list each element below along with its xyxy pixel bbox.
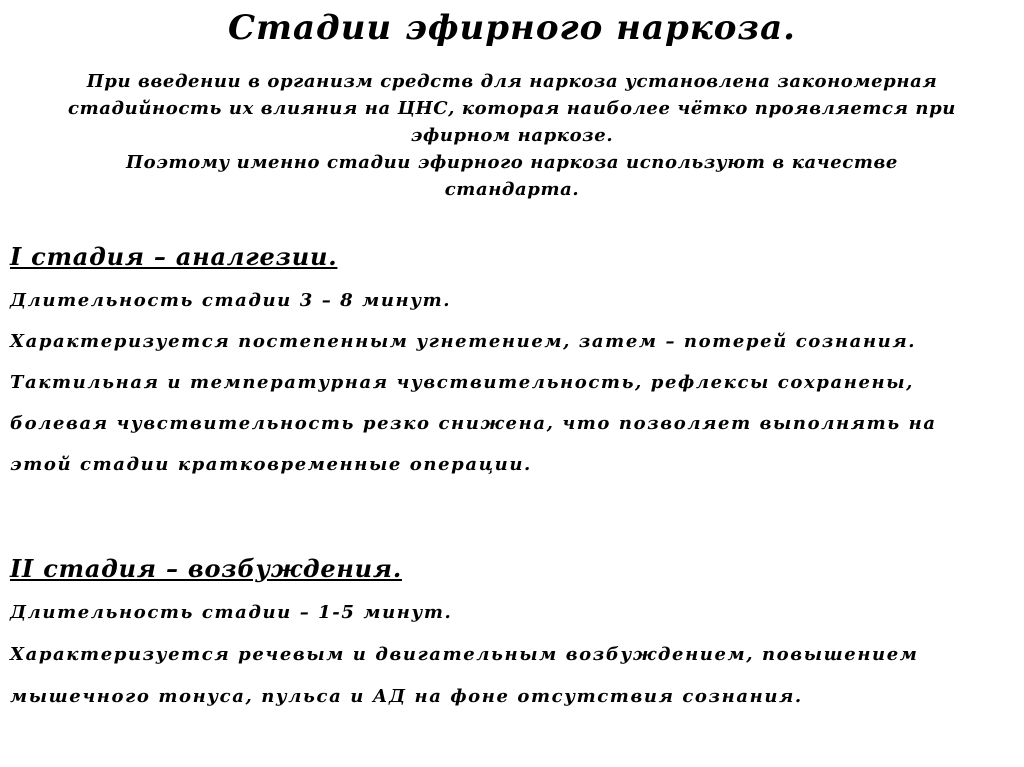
intro-line: При введении в организм средств для наркоза установлена закономерная	[86, 71, 938, 92]
stage2-line: Длительность стадии – 1-5 минут.	[10, 602, 453, 623]
stage1-line: Тактильная и температурная чувствительность, рефлексы сохранены,	[10, 372, 915, 393]
intro-line: Поэтому именно стадии эфирного наркоза используют в качестве	[126, 152, 898, 173]
intro-line: стадийность их влияния на ЦНС, которая наиболее чётко проявляется при	[68, 98, 956, 119]
stage1-line: этой стадии кратковременные операции.	[10, 454, 532, 475]
stage1-line: Характеризуется постепенным угнетением, затем – потерей сознания.	[10, 331, 917, 352]
slide-title: Стадии эфирного наркоза.	[227, 8, 797, 48]
intro-line: стандарта.	[444, 179, 580, 200]
stage2-line: Характеризуется речевым и двигательным возбуждением, повышением	[10, 644, 919, 665]
stage1-line: Длительность стадии 3 – 8 минут.	[10, 290, 452, 311]
stage1-line: болевая чувствительность резко снижена, что позволяет выполнять на	[10, 413, 937, 434]
stage2-line: мышечного тонуса, пульса и АД на фоне отсутствия сознания.	[10, 686, 803, 707]
intro-line: эфирном наркозе.	[410, 125, 614, 146]
stage1-heading: I стадия – аналгезии.	[10, 242, 338, 271]
stage2-heading: II стадия – возбуждения.	[10, 554, 402, 583]
intro-paragraph	[0, 68, 1024, 203]
